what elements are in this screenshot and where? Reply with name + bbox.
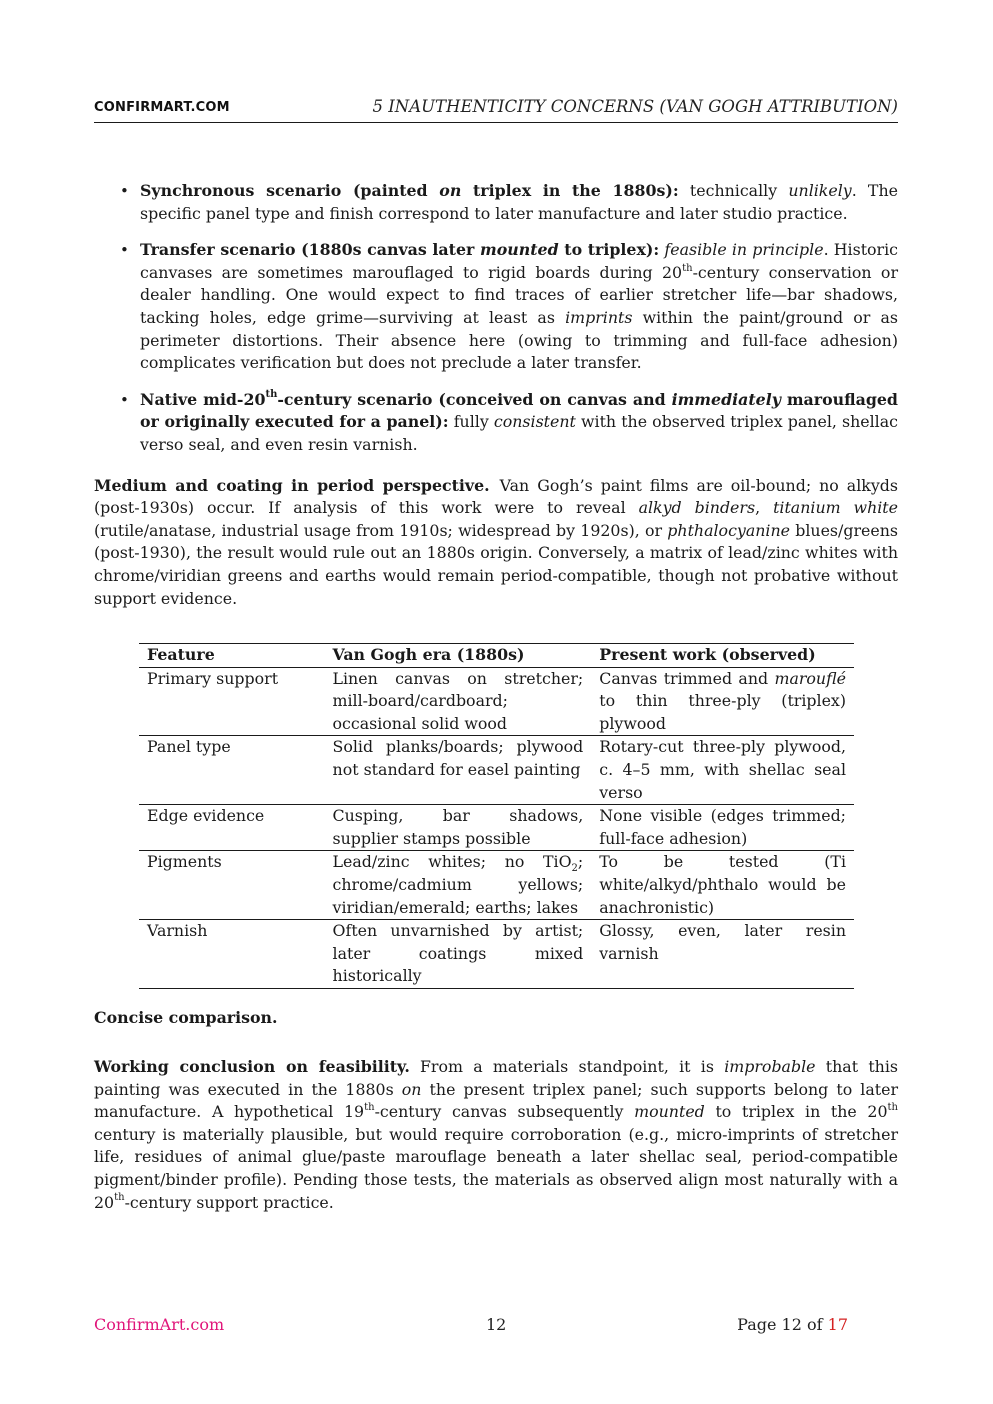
table-row bbox=[139, 805, 854, 851]
table-cell: Often unvarnished by artist; later coatings mixed historically bbox=[332, 921, 584, 986]
total-pages-link[interactable]: 17 bbox=[827, 1315, 848, 1334]
column-header: Feature bbox=[139, 644, 325, 668]
table-row bbox=[139, 667, 854, 736]
table-cell: Glossy, even, later resin varnish bbox=[599, 921, 846, 963]
medium-paragraph: Medium and coating in period perspective. Van Gogh’s paint films are oil-bound; no alkyds (post-1930s) occur. If analysis of this work were to reveal alkyd binders, titanium white (rutile/anatase, industrial usage from 1910s; widespread by 1920s), or phthalocyanine blues/greens (post-1930), the result would rule out an 1880s origin. Conversely, a matrix of lead/zinc whites with chrome/viridian greens and earths would remain period-compatible, though not probative without support evidence. bbox=[94, 475, 899, 608]
footer-site-link[interactable]: ConfirmArt.com bbox=[94, 1315, 225, 1334]
table-caption: Concise comparison. bbox=[94, 1008, 278, 1027]
column-header: Van Gogh era (1880s) bbox=[325, 644, 592, 668]
table-cell: Panel type bbox=[139, 736, 325, 805]
main-body bbox=[94, 180, 898, 610]
table-cell: Edge evidence bbox=[139, 805, 325, 851]
bullet-lead: Synchronous scenario (painted on triplex in the 1880s): bbox=[140, 181, 679, 200]
bullet-lead: Transfer scenario (1880s canvas later mounted to triplex): bbox=[140, 240, 660, 260]
table-cell: Primary support bbox=[139, 667, 325, 736]
page-counter: Page 12 of 17 bbox=[737, 1315, 848, 1334]
table-row bbox=[139, 920, 854, 989]
list-item: • Native mid-20th-century scenario (conceived on canvas and immediately marouflaged or originally executed for a panel): fully consistent with the observed triplex panel, shellac verso seal, and even resin varnish. bbox=[140, 389, 898, 457]
site-logo: CONFIRMART.COM bbox=[94, 100, 230, 115]
scenario-list bbox=[94, 180, 898, 457]
bullet-lead: Native mid-20th-century scenario (conceived on canvas and immediately marouflaged or originally executed for a panel): bbox=[140, 389, 898, 432]
comparison-table bbox=[139, 643, 854, 989]
table-cell: Canvas trimmed and marouflé to thin three-ply (triplex) plywood bbox=[591, 667, 854, 736]
paragraph-heading: Working conclusion on feasibility. bbox=[94, 1057, 410, 1076]
table-header-row bbox=[139, 644, 854, 668]
column-header: Present work (observed) bbox=[591, 644, 854, 668]
table-row bbox=[139, 851, 854, 920]
table-cell: Cusping, bar shadows, supplier stamps possible bbox=[325, 805, 592, 851]
section-title: 5 INAUTHENTICITY CONCERNS (VAN GOGH ATTRIBUTION) bbox=[372, 97, 898, 116]
table-cell: None visible (edges trimmed; full-face adhesion) bbox=[591, 805, 854, 851]
list-item: • Transfer scenario (1880s canvas later mounted to triplex): feasible in principle. Historic canvases are sometimes marouflaged to rigid boards during 20th-century conservation or dealer handling. One would expect to find traces of earlier stretcher life—bar shadows, tacking holes, edge grime—surviving at least as imprints within the paint/ground or as perimeter distortions. Their absence here (owing to trimming and full-face adhesion) complicates verification but does not preclude a later transfer. bbox=[140, 239, 898, 375]
table-cell: To be tested (Ti white/alkyd/phthalo would be anachronistic) bbox=[591, 851, 854, 920]
list-item: • Synchronous scenario (painted on triplex in the 1880s): technically unlikely. The specific panel type and finish correspond to later manufacture and later studio practice. bbox=[140, 180, 898, 225]
table-cell: Lead/zinc whites; no TiO$_2$; chrome/cadmium yellows; viridian/emerald; earths; lakes bbox=[325, 851, 592, 920]
table-cell: Pigments bbox=[139, 851, 325, 920]
table-cell: Linen canvas on stretcher; mill-board/cardboard; occasional solid wood bbox=[325, 667, 592, 736]
table-row bbox=[139, 736, 854, 805]
page-footer bbox=[94, 1315, 854, 1339]
table-cell: Varnish bbox=[147, 921, 208, 941]
paragraph-heading: Medium and coating in period perspective. bbox=[94, 475, 490, 495]
table-cell: Rotary-cut three-ply plywood, c. 4–5 mm, with shellac seal verso bbox=[591, 736, 854, 805]
table-cell: Solid planks/boards; plywood not standard for easel painting bbox=[325, 736, 592, 805]
conclusion-paragraph: Working conclusion on feasibility. From a materials standpoint, it is improbable that this painting was executed in the 1880s on the present triplex panel; such supports belong to later manufacture. A hypothetical 19th-century canvas subsequently mounted to triplex in the 20th century is materially plausible, but would require corroboration (e.g., micro-imprints of stretcher life, residues of animal glue/paste marouflage beneath a later shellac seal, period-compatible pigment/binder profile). Pending those tests, the materials as observed align most naturally with a 20th-century support practice. bbox=[94, 1057, 899, 1212]
page-number: 12 bbox=[486, 1315, 507, 1334]
running-header bbox=[94, 96, 898, 123]
